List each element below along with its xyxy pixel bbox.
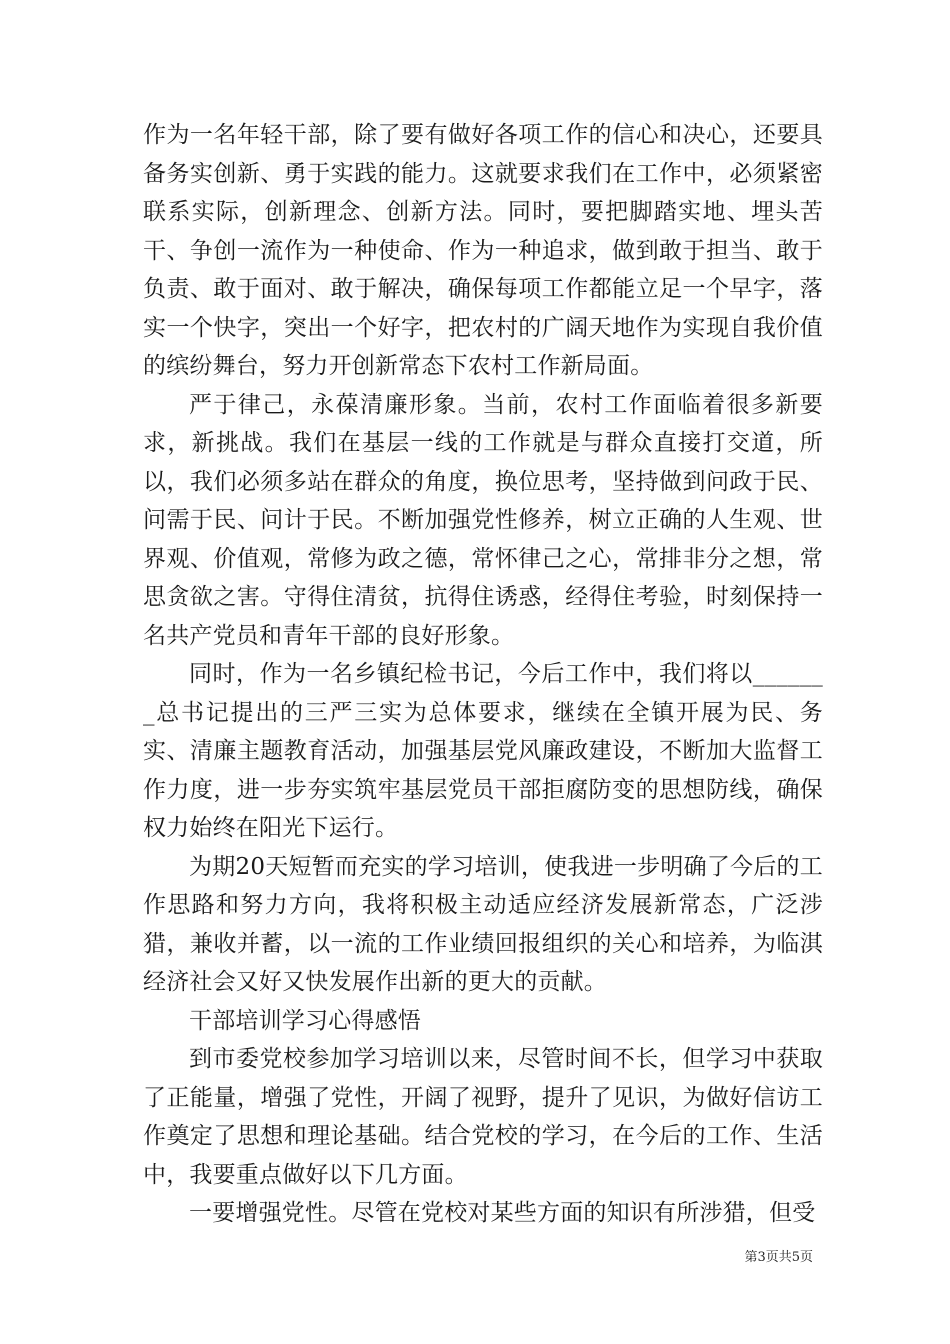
page-number: 第3页共5页 (744, 1250, 813, 1265)
paragraph-5: 到市委党校参加学习培训以来，尽管时间不长，但学习中获取了正能量，增强了党性，开阔了视野，提升了见识，为做好信访工作奠定了思想和理论基础。结合党校的学习，在今后的工作、生活中，我要重点做好以下几方面。 (143, 1046, 823, 1188)
paragraph-2: 严于律己，永葆清廉形象。当前，农村工作面临着很多新要求，新挑战。我们在基层一线的工作就是与群众直接打交道，所以，我们必须多站在群众的角度，换位思考，坚持做到问政于民、问需于民、问计于民。不断加强党性修养，树立正确的人生观、世界观、价值观，常修为政之德，常怀律己之心，常排非分之想，常思贪欲之害。守得住清贫，抗得住诱惑，经得住考验，时刻保持一名共产党员和青年干部的良好形象。 (143, 391, 823, 649)
document-body (143, 116, 823, 1233)
section-heading: 干部培训学习心得感悟 (189, 1007, 421, 1034)
paragraph-6: 一要增强党性。尽管在党校对某些方面的知识有所涉猎，但受 (189, 1200, 816, 1226)
paragraph-4: 为期20天短暂而充实的学习培训，使我进一步明确了今后的工作思路和努力方向，我将积极主动适应经济发展新常态，广泛涉猎，兼收并蓄，以一流的工作业绩回报组织的关心和培养，为临淇经济社会又好又快发展作出新的更大的贡献。 (143, 853, 823, 995)
paragraph-3: 同时，作为一名乡镇纪检书记，今后工作中，我们将以_______总书记提出的三严三实为总体要求，继续在全镇开展为民、务实、清廉主题教育活动，加强基层党风廉政建设，不断加大监督工作力度，进一步夯实筑牢基层党员干部拒腐防变的思想防线，确保权力始终在阳光下运行。 (143, 661, 823, 841)
paragraph-1: 作为一名年轻干部，除了要有做好各项工作的信心和决心，还要具备务实创新、勇于实践的能力。这就要求我们在工作中，必须紧密联系实际，创新理念、创新方法。同时，要把脚踏实地、埋头苦干、争创一流作为一种使命、作为一种追求，做到敢于担当、敢于负责、敢于面对、敢于解决，确保每项工作都能立足一个早字，落实一个快字，突出一个好字，把农村的广阔天地作为实现自我价值的缤纷舞台，努力开创新常态下农村工作新局面。 (143, 122, 823, 379)
